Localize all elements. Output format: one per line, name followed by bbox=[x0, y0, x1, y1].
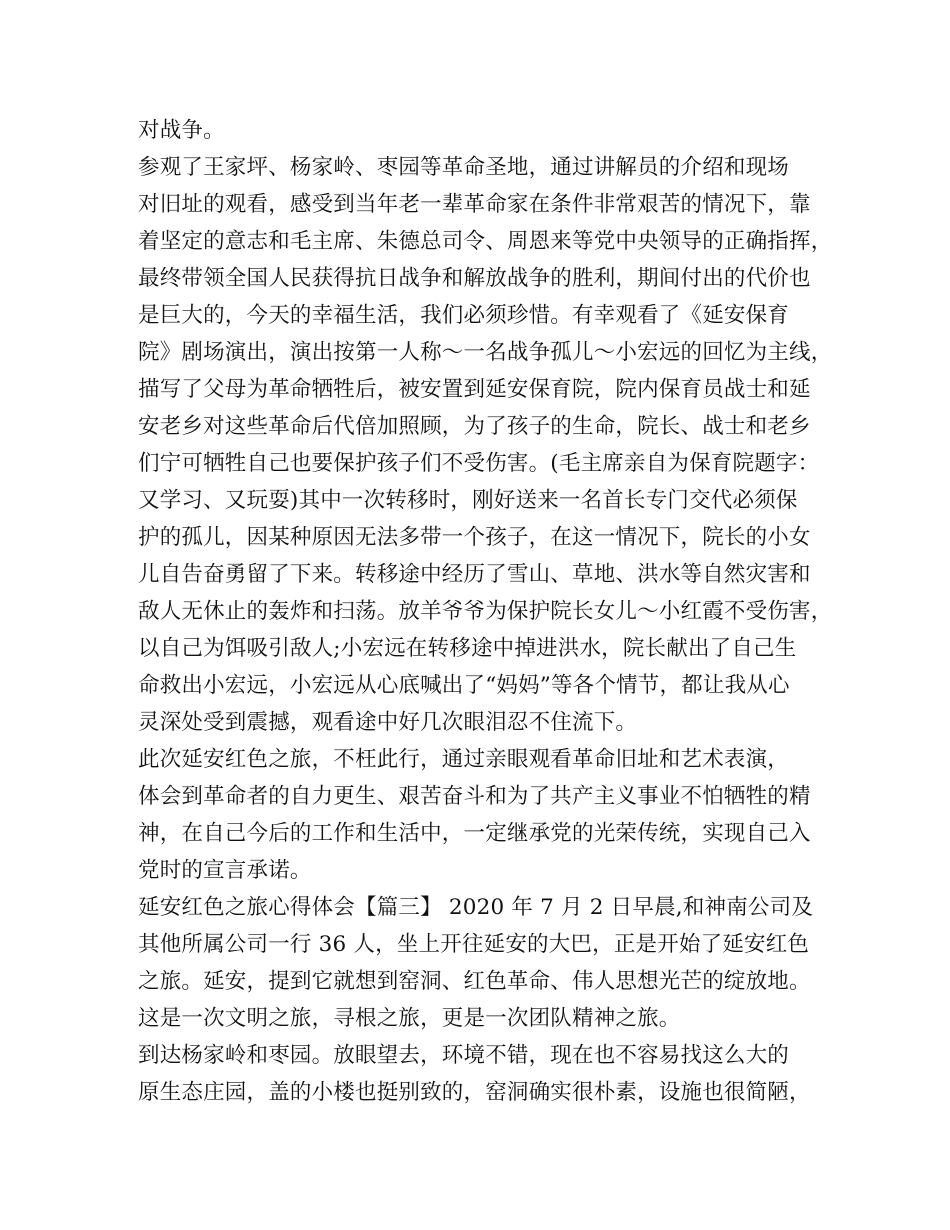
text-line: 又学习、又玩耍)其中一次转移时，刚好送来一名首长专门交代必须保 bbox=[138, 488, 798, 513]
text-line: 对战争。 bbox=[138, 118, 225, 143]
text-line: 安老乡对这些革命后代倍加照顾，为了孩子的生命，院长、战士和老乡 bbox=[138, 414, 811, 439]
text-line: 敌人无休止的轰炸和扫荡。放羊爷爷为保护院长女儿～小红霞不受伤害， bbox=[138, 599, 833, 624]
text-line: 命救出小宏远，小宏远从心底喊出了“妈妈”等各个情节，都让我从心 bbox=[138, 673, 790, 698]
text-line: 们宁可牺牲自己也要保护孩子们不受伤害。(毛主席亲自为保育院题字： bbox=[138, 451, 820, 476]
body-text bbox=[138, 112, 838, 1111]
text-line: 神，在自己今后的工作和生活中，一定继承党的光荣传统，实现自己入 bbox=[138, 821, 811, 846]
text-line: 灵深处受到震撼，观看途中好几次眼泪忍不住流下。 bbox=[138, 710, 638, 735]
text-line: 参观了王家坪、杨家岭、枣园等革命圣地，通过讲解员的介绍和现场 bbox=[138, 155, 790, 180]
text-line: 护的孤儿，因某种原因无法多带一个孩子，在这一情况下，院长的小女 bbox=[138, 525, 811, 550]
text-line: 以自己为饵吸引敌人;小宏远在转移途中掉进洪水，院长献出了自己生 bbox=[138, 636, 797, 661]
text-line: 延安红色之旅心得体会【篇三】 2020 年 7 月 2 日早晨,和神南公司及 bbox=[138, 895, 814, 920]
text-line: 党时的宣言承诺。 bbox=[138, 858, 312, 883]
text-line: 描写了父母为革命牺牲后，被安置到延安保育院，院内保育员战士和延 bbox=[138, 377, 811, 402]
text-line: 院》剧场演出，演出按第一人称～一名战争孤儿～小宏远的回忆为主线， bbox=[138, 340, 833, 365]
text-line: 此次延安红色之旅，不枉此行，通过亲眼观看革命旧址和艺术表演， bbox=[138, 747, 790, 772]
text-line: 之旅。延安，提到它就想到窑洞、红色革命、伟人思想光芒的绽放地。 bbox=[138, 969, 811, 994]
text-line: 最终带领全国人民获得抗日战争和解放战争的胜利，期间付出的代价也 bbox=[138, 266, 811, 291]
text-line: 到达杨家岭和枣园。放眼望去，环境不错，现在也不容易找这么大的 bbox=[138, 1043, 790, 1068]
text-line: 着坚定的意志和毛主席、朱德总司令、周恩来等党中央领导的正确指挥， bbox=[138, 229, 833, 254]
text-line: 儿自告奋勇留了下来。转移途中经历了雪山、草地、洪水等自然灾害和 bbox=[138, 562, 811, 587]
text-line: 对旧址的观看，感受到当年老一辈革命家在条件非常艰苦的情况下，靠 bbox=[138, 192, 811, 217]
text-line: 其他所属公司一行 36 人，坐上开往延安的大巴，正是开始了延安红色 bbox=[138, 932, 810, 957]
text-line: 这是一次文明之旅，寻根之旅，更是一次团队精神之旅。 bbox=[138, 1006, 681, 1031]
text-line: 是巨大的，今天的幸福生活，我们必须珍惜。有幸观看了《延安保育 bbox=[138, 303, 790, 328]
text-line: 原生态庄园，盖的小楼也挺别致的，窑洞确实很朴素，设施也很简陋， bbox=[138, 1080, 811, 1105]
text-line: 体会到革命者的自力更生、艰苦奋斗和为了共产主义事业不怕牺牲的精 bbox=[138, 784, 811, 809]
